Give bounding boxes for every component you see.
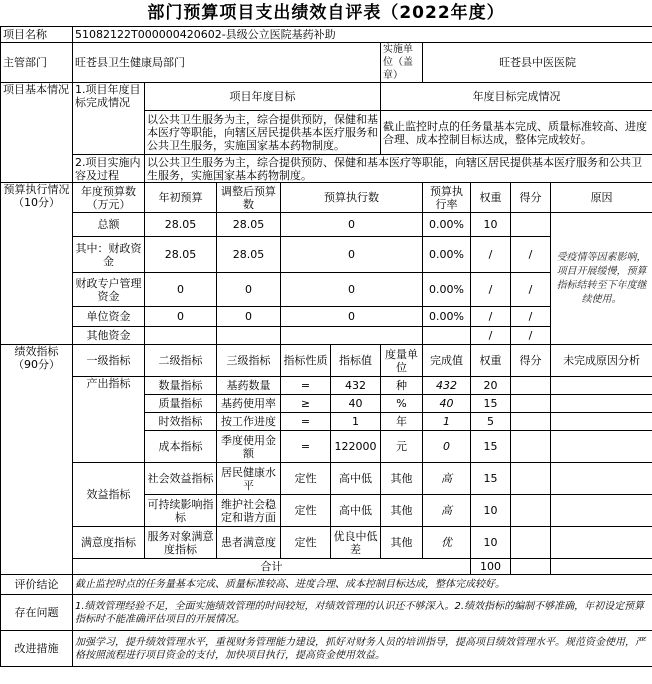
budget-executed: [281, 327, 423, 345]
perf-header: 指标值: [331, 345, 381, 377]
perf-score: [511, 377, 551, 395]
perf-weight: 15: [471, 431, 511, 463]
budget-weight: /: [471, 237, 511, 273]
budget-header: 年初预算: [145, 183, 217, 213]
budget-row-name: 其他资金: [73, 327, 145, 345]
fix-text: 加强学习，提升绩效管理水平，重视财务管理能力建设，抓好对财务人员的培训指导，提高项目绩效管理水平。规范资金使用，严格按照流程进行项目资金的支付，加快项目执行，提高资金使用效益。: [73, 631, 652, 667]
perf-unit: 年: [381, 413, 423, 431]
perf-l3: 患者满意度: [217, 527, 281, 559]
total-reason: [551, 559, 652, 575]
perf-label: 绩效指标（90分）: [1, 345, 73, 575]
budget-adjusted: 28.05: [217, 213, 281, 237]
perf-weight: 15: [471, 395, 511, 413]
basic-label: 项目基本情况: [1, 83, 73, 183]
perf-weight: 15: [471, 463, 511, 495]
budget-initial: 28.05: [145, 237, 217, 273]
perf-value: 优良中低差: [331, 527, 381, 559]
perf-nature: 定性: [281, 527, 331, 559]
budget-executed: 0: [281, 237, 423, 273]
perf-done: 优: [423, 527, 471, 559]
perf-nature: ≥: [281, 395, 331, 413]
perf-score: [511, 463, 551, 495]
budget-initial: [145, 327, 217, 345]
budget-initial: 0: [145, 273, 217, 307]
perf-l3: 基药使用率: [217, 395, 281, 413]
project-name-label: 项目名称: [1, 27, 73, 43]
eval-label: 评价结论: [1, 575, 73, 595]
perf-value: 高中低: [331, 463, 381, 495]
item1-label: 1.项目年度目标完成情况: [73, 83, 145, 155]
fix-label: 改进措施: [1, 631, 73, 667]
total-row: [1, 559, 652, 575]
perf-value: 432: [331, 377, 381, 395]
perf-value: 1: [331, 413, 381, 431]
budget-header: 权重: [471, 183, 511, 213]
perf-done: 40: [423, 395, 471, 413]
perf-header: 权重: [471, 345, 511, 377]
perf-done: 高: [423, 463, 471, 495]
perf-l1: 满意度指标: [73, 527, 145, 559]
perf-score: [511, 431, 551, 463]
perf-reason: [551, 495, 652, 527]
perf-l2: 服务对象满意度指标: [145, 527, 217, 559]
perf-header: 未完成原因分析: [551, 345, 652, 377]
budget-weight: /: [471, 273, 511, 307]
total-weight: 100: [471, 559, 511, 575]
perf-l2: 数量指标: [145, 377, 217, 395]
budget-score: /: [511, 307, 551, 327]
perf-reason: [551, 431, 652, 463]
perf-done: 0: [423, 431, 471, 463]
perf-done: 高: [423, 495, 471, 527]
perf-weight: 5: [471, 413, 511, 431]
budget-header: 预算执行数: [281, 183, 423, 213]
budget-weight: /: [471, 307, 511, 327]
budget-header: 得分: [511, 183, 551, 213]
budget-executed: 0: [281, 307, 423, 327]
perf-done: 1: [423, 413, 471, 431]
eval-text: 截止监控时点的任务量基本完成、质量标准较高、进度合理、成本控制目标达成，整体完成较好。: [73, 575, 652, 595]
perf-reason: [551, 527, 652, 559]
perf-nature: =: [281, 431, 331, 463]
goal-header: 项目年度目标: [145, 83, 381, 111]
perf-weight: 10: [471, 495, 511, 527]
budget-rate: 0.00%: [423, 213, 471, 237]
perf-unit: 元: [381, 431, 423, 463]
budget-row-name: 总额: [73, 213, 145, 237]
budget-rate: 0.00%: [423, 307, 471, 327]
perf-l2: 成本指标: [145, 431, 217, 463]
table-row: [1, 463, 652, 495]
budget-header: 预算执行率: [423, 183, 471, 213]
performance-table: [0, 26, 652, 667]
perf-l3: 居民健康水平: [217, 463, 281, 495]
item2-text: 以公共卫生服务为主，综合提供预防、保健和基本医疗等职能，向辖区居民提供基本医疗服务和公共卫生服务，实施国家基本药物制度。: [145, 155, 652, 183]
budget-executed: 0: [281, 273, 423, 307]
budget-rate: 0.00%: [423, 273, 471, 307]
impl-label: 实施单位（盖章）: [381, 43, 423, 83]
table-row: [1, 377, 652, 395]
perf-header: 三级指标: [217, 345, 281, 377]
perf-unit: 种: [381, 377, 423, 395]
perf-l3: 按工作进度: [217, 413, 281, 431]
budget-row-name: 其中：财政资金: [73, 237, 145, 273]
budget-adjusted: 28.05: [217, 237, 281, 273]
perf-l3: 季度使用金额: [217, 431, 281, 463]
budget-adjusted: 0: [217, 307, 281, 327]
perf-unit: 其他: [381, 527, 423, 559]
perf-header: 一级指标: [73, 345, 145, 377]
goal-text: 以公共卫生服务为主，综合提供预防，保健和基本医疗等职能，向辖区居民提供基本医疗服务和公共卫生服务，实施国家基本药物制度。: [145, 111, 381, 155]
budget-initial: 28.05: [145, 213, 217, 237]
budget-rate: [423, 327, 471, 345]
budget-row-name: 财政专户管理资金: [73, 273, 145, 307]
budget-reason: 受疫情等因素影响，项目开展缓慢，预算指标结转至下年度继续使用。: [551, 213, 652, 345]
perf-reason: [551, 377, 652, 395]
perf-l2: 时效指标: [145, 413, 217, 431]
perf-unit: 其他: [381, 463, 423, 495]
budget-row-name: 单位资金: [73, 307, 145, 327]
budget-score: /: [511, 327, 551, 345]
perf-l2: 质量指标: [145, 395, 217, 413]
dept-label: 主管部门: [1, 43, 73, 83]
total-label: 合计: [73, 559, 471, 575]
perf-value: 高中低: [331, 495, 381, 527]
perf-nature: =: [281, 413, 331, 431]
perf-reason: [551, 395, 652, 413]
project-name-value: 51082122T000000420602-县级公立医院基药补助: [73, 27, 652, 43]
perf-reason: [551, 463, 652, 495]
perf-l2: 社会效益指标: [145, 463, 217, 495]
budget-header: 年度预算数（万元）: [73, 183, 145, 213]
perf-l2: 可持续影响指标: [145, 495, 217, 527]
perf-score: [511, 495, 551, 527]
perf-nature: 定性: [281, 495, 331, 527]
issue-label: 存在问题: [1, 595, 73, 631]
perf-l1: 效益指标: [73, 463, 145, 527]
budget-executed: 0: [281, 213, 423, 237]
perf-unit: 其他: [381, 495, 423, 527]
budget-label: 预算执行情况（10分）: [1, 183, 73, 345]
perf-done: 432: [423, 377, 471, 395]
perf-l1: 产出指标: [73, 377, 145, 463]
perf-header: 度量单位: [381, 345, 423, 377]
perf-score: [511, 395, 551, 413]
perf-score: [511, 413, 551, 431]
dept-value: 旺苍县卫生健康局部门: [73, 43, 381, 83]
budget-score: [511, 213, 551, 237]
perf-nature: =: [281, 377, 331, 395]
perf-nature: 定性: [281, 463, 331, 495]
item2-label: 2.项目实施内容及过程: [73, 155, 145, 183]
budget-weight: 10: [471, 213, 511, 237]
budget-adjusted: 0: [217, 273, 281, 307]
budget-initial: 0: [145, 307, 217, 327]
perf-reason: [551, 413, 652, 431]
perf-l3: 维护社会稳定和谐方面: [217, 495, 281, 527]
perf-header: 得分: [511, 345, 551, 377]
budget-rate: 0.00%: [423, 237, 471, 273]
perf-header: 二级指标: [145, 345, 217, 377]
perf-weight: 20: [471, 377, 511, 395]
perf-weight: 10: [471, 527, 511, 559]
issue-text: 1.绩效管理经验不足，全面实施绩效管理的时间较短，对绩效管理的认识还不够深入。2.绩效指标的编制不够准确，年初设定预算指标时不能准确评估项目的开展情况。: [73, 595, 652, 631]
perf-l3: 基药数量: [217, 377, 281, 395]
perf-value: 40: [331, 395, 381, 413]
perf-value: 122000: [331, 431, 381, 463]
budget-header: 调整后预算数: [217, 183, 281, 213]
done-header: 年度目标完成情况: [381, 83, 652, 111]
page-title: 部门预算项目支出绩效自评表（2022年度）: [147, 3, 505, 23]
table-row: [1, 213, 652, 237]
budget-score: /: [511, 273, 551, 307]
perf-unit: %: [381, 395, 423, 413]
impl-value: 旺苍县中医医院: [423, 43, 652, 83]
budget-score: /: [511, 237, 551, 273]
perf-score: [511, 527, 551, 559]
done-text: 截止监控时点的任务量基本完成、质量标准较高、进度合理、成本控制目标达成，整体完成较好。: [381, 111, 652, 155]
table-row: [1, 527, 652, 559]
budget-header: 原因: [551, 183, 652, 213]
budget-adjusted: [217, 327, 281, 345]
total-score: [511, 559, 551, 575]
budget-weight: /: [471, 327, 511, 345]
perf-header: 指标性质: [281, 345, 331, 377]
perf-header: 完成值: [423, 345, 471, 377]
